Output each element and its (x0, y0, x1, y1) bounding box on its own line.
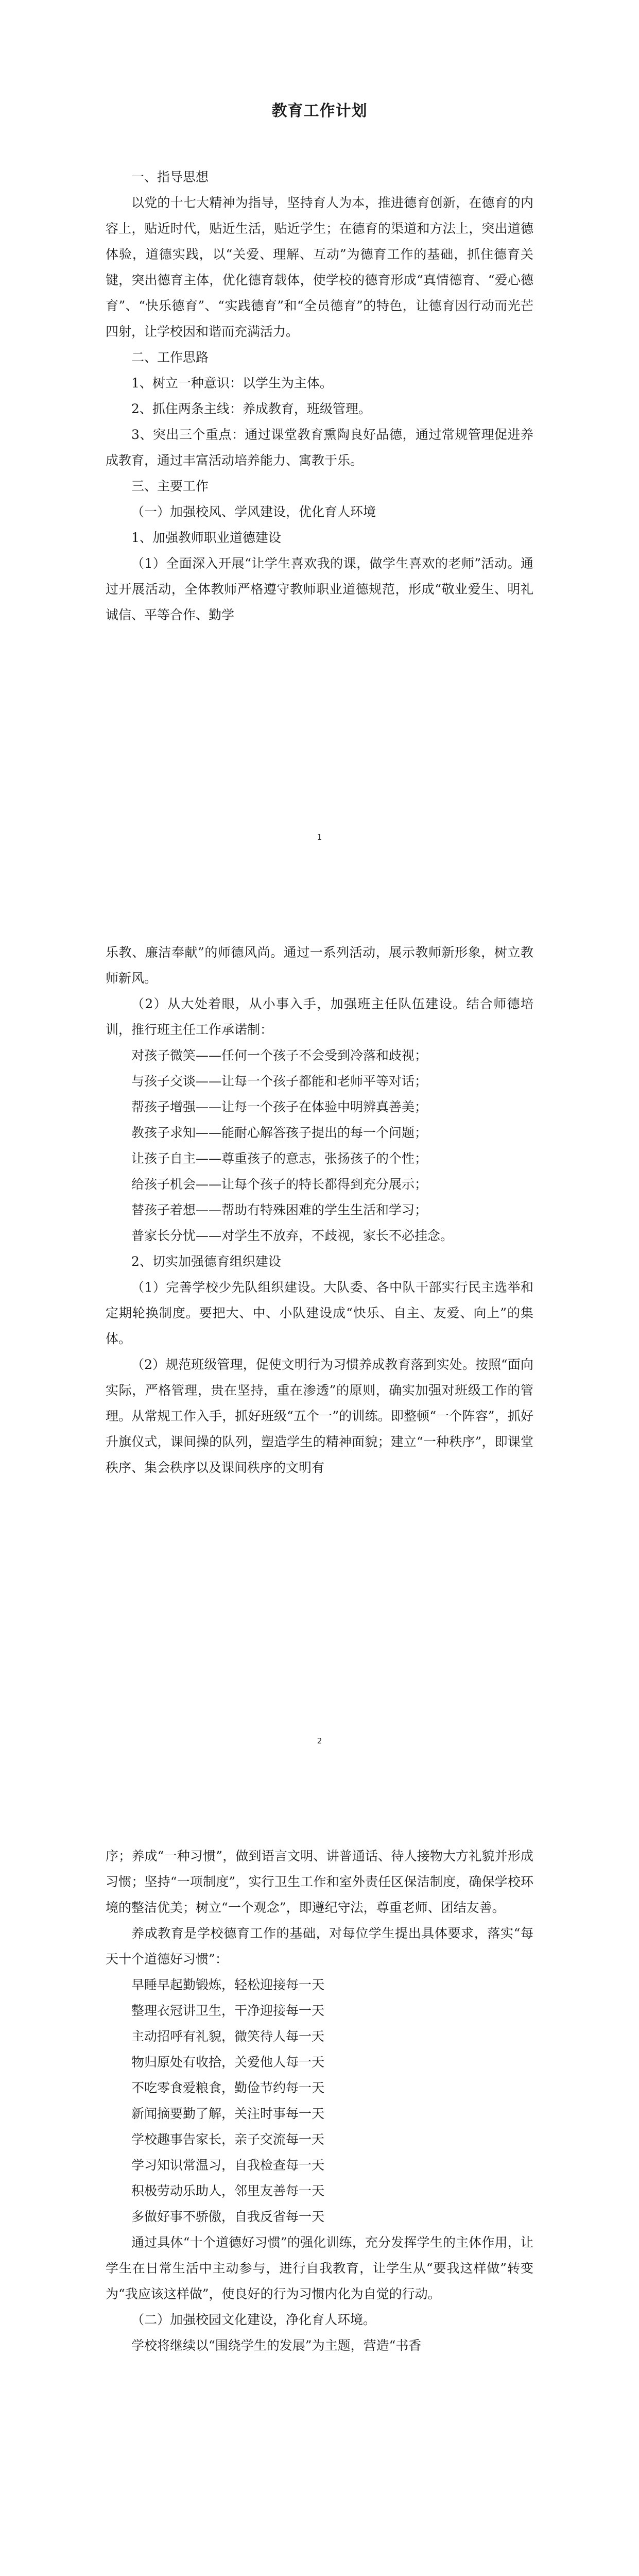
document-page-3 (0, 1807, 639, 2576)
paragraph: 乐教、廉洁奉献”的师德风尚。通过一系列活动，展示教师新形象，树立教师新风。 (106, 945, 533, 986)
subsection-heading: 2、切实加强德育组织建设 (131, 1254, 281, 1269)
document-title: 教育工作计划 (271, 102, 368, 120)
subsection-heading: （二）加强校园文化建设，净化育人环境。 (131, 2312, 376, 2327)
section-heading: 一、指导思想 (131, 170, 209, 184)
paragraph: 通过具体“十个道德好习惯”的强化训练，充分发挥学生的主体作用，让学生在日常生活中主动参与，进行自我教育，让学生从“要我这样做”转变为“我应该这样做”，使良好的行为习惯内化为自觉的行动。 (106, 2235, 533, 2301)
paragraph: （1）完善学校少先队组织建设。大队委、各中队干部实行民主选举和定期轮换制度。要把大、中、小队建设成“快乐、自主、友爱、向上”的集体。 (106, 1280, 533, 1346)
habit-item: 多做好事不骄傲，自我反省每一天 (131, 2209, 325, 2224)
paragraph: 2、抓住两条主线：养成教育，班级管理。 (131, 401, 371, 416)
paragraph: 序；养成“一种习惯”，做到语言文明、讲普通话、待人接物大方礼貌并形成习惯；坚持“一项制度”，实行卫生工作和室外责任区保洁制度，确保学校环境的整洁优美；树立“一个观念”，即遵纪守法，尊重老师、团结友善。 (106, 1849, 533, 1915)
page-content (106, 98, 533, 628)
habit-item: 不吃零食爱粮食，勤俭节约每一天 (131, 2080, 325, 2095)
paragraph: 学校将继续以“围绕学生的发展”为主题，营造“书香 (131, 2338, 422, 2353)
habit-item: 学校趣事告家长，亲子交流每一天 (131, 2132, 325, 2147)
pledge-item: 帮孩子增强——让每一个孩子在体验中明辨真善美； (131, 1099, 428, 1114)
pledge-item: 给孩子机会——让每个孩子的特长都得到充分展示； (131, 1177, 428, 1192)
document-page-1 (0, 0, 639, 904)
document-page-2 (0, 904, 639, 1807)
paragraph: 3、突出三个重点：通过课堂教育熏陶良好品德，通过常规管理促进养成教育，通过丰富活动培养能力、寓教于乐。 (106, 427, 533, 468)
page-content (106, 1843, 533, 2359)
paragraph: （2）规范班级管理，促使文明行为习惯养成教育落到实处。按照“面向实际，严格管理，贵在坚持，重在渗透”的原则，确实加强对班级工作的管理。从常规工作入手，抓好班级“五个一”的训练。即整顿“一个阵容”，抓好升旗仪式，课间操的队列，塑造学生的精神面貌；建立“一种秩序”，即课堂秩序、集会秩序以及课间秩序的文明有 (106, 1357, 533, 1475)
pledge-item: 普家长分忧——对学生不放弃，不歧视，家长不必挂念。 (131, 1228, 454, 1243)
section-heading: 二、工作思路 (131, 350, 209, 365)
pledge-item: 与孩子交谈——让每一个孩子都能和老师平等对话； (131, 1074, 428, 1089)
habit-item: 新闻摘要勤了解，关注时事每一天 (131, 2106, 325, 2121)
pledge-item: 替孩子着想——帮助有特殊困难的学生生活和学习； (131, 1202, 428, 1217)
section-heading: 三、主要工作 (131, 479, 209, 494)
habit-item: 主动招呼有礼貌，微笑待人每一天 (131, 2029, 325, 2044)
habit-item: 整理衣冠讲卫生，干净迎接每一天 (131, 2003, 325, 2018)
habit-item: 积极劳动乐助人，邻里友善每一天 (131, 2183, 325, 2198)
page-number: 2 (317, 1736, 322, 1745)
page-content (106, 940, 533, 1481)
habit-item: 物归原处有收拾，关爱他人每一天 (131, 2055, 325, 2070)
subsection-heading: 1、加强教师职业道德建设 (131, 530, 281, 545)
subsection-heading: （一）加强校风、学风建设，优化育人环境 (131, 504, 376, 519)
habit-item: 早睡早起勤锻炼，轻松迎接每一天 (131, 1977, 325, 1992)
pledge-item: 教孩子求知——能耐心解答孩子提出的每一个问题； (131, 1125, 428, 1140)
paragraph: 1、树立一种意识：以学生为主体。 (131, 376, 333, 391)
paragraph: （1）全面深入开展“让学生喜欢我的课，做学生喜欢的老师”活动。通过开展活动，全体教师严格遵守教师职业道德规范，形成“敬业爱生、明礼诚信、平等合作、勤学 (106, 556, 533, 622)
page-number: 1 (317, 833, 322, 842)
habit-item: 学习知识常温习，自我检查每一天 (131, 2158, 325, 2173)
pledge-item: 让孩子自主——尊重孩子的意志，张扬孩子的个性； (131, 1151, 428, 1166)
paragraph: （2）从大处着眼，从小事入手，加强班主任队伍建设。结合师德培训，推行班主任工作承诺制： (106, 996, 533, 1037)
paragraph: 以党的十七大精神为指导，坚持育人为本，推进德育创新，在德育的内容上，贴近时代，贴近生活，贴近学生；在德育的渠道和方法上，突出道德体验，道德实践，以“关爱、理解、互动”为德育工作的基础，抓住德育关键，突出德育主体，优化德育载体，使学校的德育形成“真情德育、“爱心德育”、“快乐德育”、“实践德育”和“全员德育”的特色，让德育因行动而光芒四射，让学校因和谐而充满活力。 (106, 195, 533, 339)
pledge-item: 对孩子微笑——任何一个孩子不会受到冷落和歧视； (131, 1048, 428, 1063)
paragraph: 养成教育是学校德育工作的基础，对每位学生提出具体要求，落实“每天十个道德好习惯”： (106, 1926, 533, 1967)
